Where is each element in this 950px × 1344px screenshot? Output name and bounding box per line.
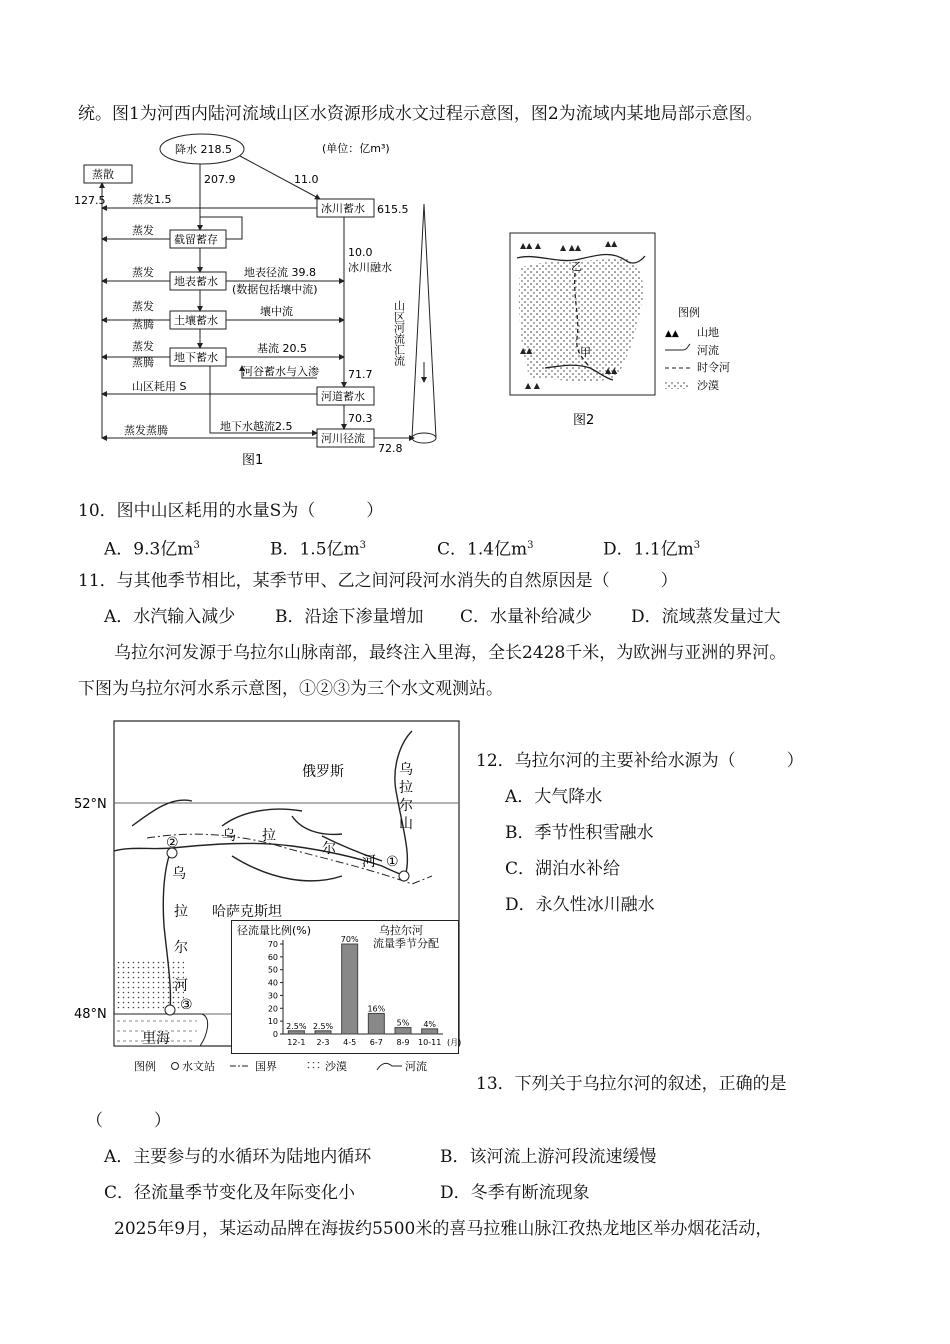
glacier-box: 冰川蓄水 (321, 202, 365, 215)
runoff-label: 地表径流 39.8 (244, 266, 316, 279)
last-line: 2025年9月，某运动品牌在海拔约5500米的喜马拉雅山脉江孜热龙地区举办烟花活动， (114, 1219, 773, 1239)
svg-text:▲▲ ▲: ▲▲ ▲ (520, 241, 541, 250)
q13-paren: （ ） (86, 1111, 171, 1131)
river-h-3: 尔 (322, 841, 336, 857)
soil-box: 土壤蓄水 (174, 314, 218, 327)
legend-title: 图例 (678, 306, 700, 319)
chart-data-label: 5% (396, 1018, 410, 1028)
chart-y-tick-label: 20 (267, 1004, 278, 1014)
river-v-2: 拉 (174, 904, 188, 920)
precip-label: 降水 218.5 (175, 143, 232, 156)
runoff-note: (数据包括壤中流) (232, 283, 318, 296)
svg-text:▲▲: ▲▲ (605, 366, 618, 375)
chart-x-tick-label: 2-3 (316, 1038, 330, 1047)
river-h-1: 乌 (222, 828, 236, 844)
station-3: ③ (180, 997, 193, 1013)
chart-x-tick-label: 8-9 (396, 1038, 410, 1047)
figure-1-diagram (72, 132, 462, 472)
station-1: ① (386, 854, 399, 870)
chart-x-tick-label: 4-5 (343, 1038, 357, 1047)
chart-y-tick-label: 50 (267, 965, 278, 975)
q12-option-b[interactable]: B．季节性积雪融水 (505, 823, 654, 843)
underflow-label: 地下水越流2.5 (220, 420, 293, 433)
q13-stem: 13．下列关于乌拉尔河的叙述，正确的是 (476, 1074, 787, 1094)
ural-mtn-char-3: 尔 (399, 798, 413, 814)
ural-mtn-char-1: 乌 (399, 762, 413, 778)
transp-d: 蒸腾 (132, 356, 154, 369)
baseflow-label: 基流 20.5 (257, 342, 307, 355)
legend-river: 河流 (697, 344, 719, 357)
value-71-7: 71.7 (348, 368, 373, 381)
interflow-label: 壤中流 (260, 305, 293, 318)
q13-option-a[interactable]: A．主要参与的水循环为陆地内循环 (104, 1147, 372, 1167)
value-72-8: 72.8 (378, 442, 403, 455)
figure-2-caption: 图2 (573, 413, 595, 428)
value-207-9: 207.9 (204, 173, 236, 186)
chart-bar (368, 1013, 384, 1034)
figure-1-caption: 图1 (242, 453, 264, 468)
glacier-value: 615.5 (377, 203, 409, 216)
legend-mountain: 山地 (697, 326, 719, 339)
chart-title-line-1: 乌拉尔河 (379, 924, 423, 937)
evap-a: 蒸发 (132, 224, 154, 237)
chart-data-label: 2.5% (312, 1021, 334, 1031)
svg-text:▲▲: ▲▲ (520, 346, 533, 355)
map-legend-title: 图例 (134, 1060, 156, 1073)
q11-option-d[interactable]: D．流域蒸发量过大 (631, 607, 781, 627)
chart-xlabel: (月) (447, 1038, 462, 1047)
q12-option-a[interactable]: A．大气降水 (505, 787, 603, 807)
svg-text:▲▲: ▲▲ (605, 239, 618, 248)
caspian-sea-label: 里海 (142, 1031, 170, 1047)
channel-box: 河道蓄水 (321, 390, 365, 403)
runoff-bar-chart (231, 920, 462, 1054)
chart-data-label: 4% (423, 1019, 437, 1029)
river-h-4: 河 (362, 854, 376, 870)
ural-mtn-char-4: 山 (399, 816, 413, 832)
passage-line-1: 乌拉尔河发源于乌拉尔山脉南部，最终注入里海，全长2428千米，为欧洲与亚洲的界河。 (114, 643, 787, 663)
figure-2-map (505, 228, 750, 433)
evap-transp-label: 蒸发蒸腾 (124, 424, 168, 437)
passage-line-2: 下图为乌拉尔河水系示意图，①②③为三个水文观测站。 (78, 679, 503, 699)
label-yi: 乙 (571, 260, 582, 273)
chart-x-tick-label: 12-1 (287, 1038, 306, 1047)
chart-data-label: 2.5% (286, 1021, 307, 1031)
q10-option-a[interactable]: A．9.3亿$m^3$ (104, 539, 200, 560)
value-70-3: 70.3 (348, 412, 373, 425)
intercept-box: 截留蓄存 (174, 233, 218, 246)
surface-box: 地表蓄水 (174, 275, 218, 288)
q10-option-c[interactable]: C．1.4亿$m^3$ (437, 539, 534, 560)
label-kazakhstan: 哈萨克斯坦 (212, 904, 282, 920)
evap-c: 蒸发 (132, 300, 154, 313)
chart-data-label: 70% (340, 935, 359, 944)
label-jia: 甲 (580, 346, 591, 359)
chart-y-tick-label: 70 (267, 940, 278, 949)
evap-1-5: 蒸发1.5 (132, 193, 172, 206)
legend-border: 国界 (255, 1060, 277, 1073)
chart-x-tick-label: 6-7 (369, 1038, 383, 1047)
q10-option-d[interactable]: D．1.1亿$m^3$ (603, 539, 701, 560)
chart-y-tick-label: 40 (267, 978, 278, 988)
chart-bar (288, 1031, 304, 1034)
ground-box: 地下蓄水 (174, 351, 218, 364)
legend-desert: 沙漠 (697, 379, 719, 392)
q12-stem: 12．乌拉尔河的主要补给水源为（ ） (476, 751, 804, 771)
chart-data-label: 16% (367, 1004, 386, 1014)
station-2: ② (166, 835, 179, 851)
chart-bar (342, 944, 358, 1034)
lat-52: 52°N (74, 797, 107, 812)
svg-text:▲▲: ▲▲ (665, 329, 679, 339)
legend-desert-map: 沙漠 (325, 1060, 347, 1073)
river-v-1: 乌 (172, 866, 186, 882)
chart-bar (395, 1028, 411, 1034)
q10-option-b[interactable]: B．1.5亿$m^3$ (270, 539, 367, 560)
chart-y-tick-label: 30 (267, 991, 278, 1001)
river-h-2: 拉 (262, 828, 276, 844)
svg-text:▲ ▲▲: ▲ ▲▲ (560, 243, 581, 252)
transp-c: 蒸腾 (132, 318, 154, 331)
chart-title-line-2: 流量季节分配 (373, 937, 439, 950)
river-v-3: 尔 (174, 940, 188, 956)
evap-b: 蒸发 (132, 266, 154, 279)
chart-y-tick-label: 0 (272, 1030, 278, 1039)
q11-stem: 11．与其他季节相比，某季节甲、乙之间河段河水消失的自然原因是（ ） (78, 571, 678, 591)
chart-bar (422, 1029, 438, 1034)
intro-text: 统。图1为河西内陆河流域山区水资源形成水文过程示意图，图2为流域内某地局部示意图。 (78, 104, 763, 124)
q11-option-c[interactable]: C．水量补给减少 (460, 607, 593, 627)
label-russia: 俄罗斯 (302, 764, 344, 780)
evap-total: 127.5 (74, 194, 106, 207)
q13-option-d[interactable]: D．冬季有断流现象 (440, 1183, 590, 1203)
chart-y-tick-label: 10 (267, 1017, 278, 1027)
river-v-4: 河 (174, 978, 188, 994)
use-label: 山区耗用 S (132, 380, 187, 393)
legend-seasonal-river: 时令河 (697, 361, 730, 374)
legend-river-map: 河流 (405, 1060, 427, 1073)
ural-mtn-char-2: 拉 (399, 780, 413, 796)
valley-label: 河谷蓄水与入渗 (242, 365, 319, 378)
confluence-label: 山区河流汇流 (392, 300, 406, 366)
q13-option-b[interactable]: B．该河流上游河段流速缓慢 (440, 1147, 657, 1167)
q10-stem: 10．图中山区耗用的水量S为（ ） (78, 501, 384, 521)
svg-text:▲ ▲: ▲ ▲ (525, 381, 540, 390)
chart-bar (315, 1031, 331, 1034)
q12-option-c[interactable]: C．湖泊水补给 (505, 859, 621, 879)
q11-option-b[interactable]: B．沿途下渗量增加 (275, 607, 424, 627)
chart-x-tick-label: 10-11 (418, 1038, 442, 1047)
melt-value: 10.0 (348, 246, 373, 259)
q13-option-c[interactable]: C．径流量季节变化及年际变化小 (104, 1183, 356, 1203)
evap-d: 蒸发 (132, 340, 154, 353)
unit-label: (单位：亿m³) (322, 142, 390, 155)
chart-y-tick-label: 60 (267, 952, 278, 962)
melt-label: 冰川融水 (348, 261, 392, 274)
value-11-0: 11.0 (294, 173, 319, 186)
legend-station: 水文站 (182, 1060, 215, 1073)
river-runoff-box: 河川径流 (321, 432, 365, 445)
q11-option-a[interactable]: A．水汽输入减少 (104, 607, 236, 627)
q12-option-d[interactable]: D．永久性冰川融水 (505, 895, 655, 915)
lat-48: 48°N (74, 1007, 107, 1022)
chart-ylabel: 径流量比例(%) (237, 924, 312, 937)
evap-box-label: 蒸散 (92, 168, 114, 181)
